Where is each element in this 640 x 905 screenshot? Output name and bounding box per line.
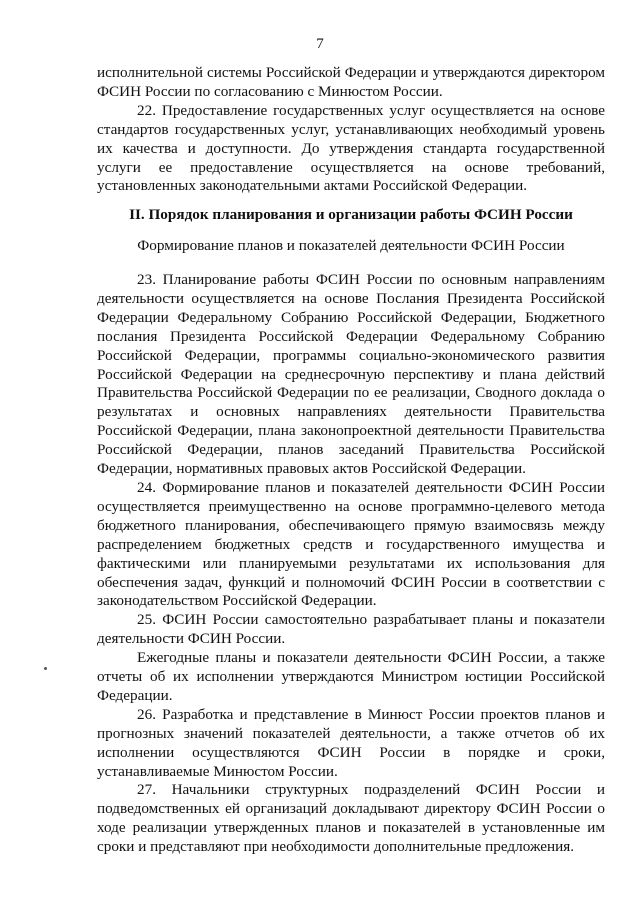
top-text-block [97,64,605,196]
paragraph-23: 23. Планирование работы ФСИН России по основным направлениям деятельности осуществляется на основе Послания Президента Российской Федерации Федеральному Собранию Российской Федерации, Бюджетного послания Президента Российской Федерации Федеральному Собранию Российской Федерации, программы социально-экономического развития Российской Федерации на среднесрочную перспективу и плана действий Правительства Российской Федерации по ее реализации, Сводного доклада о результатах и основных направлениях деятельности Правительства Российской Федерации, плана законопроектной деятельности Правительства Российской Федерации, планов заседаний Правительства Российской Федерации, нормативных правовых актов Российской Федерации. [97,271,605,478]
section-subheading: Формирование планов и показателей деятельности ФСИН России [137,237,565,254]
paragraph-27: 27. Начальники структурных подразделений ФСИН России и подведомственных ей организаций докладывают директору ФСИН России о ходе реализации утвержденных планов и показателей в установленные им сроки и представляют при необходимости дополнительные предложения. [97,781,605,856]
paragraph-25: 25. ФСИН России самостоятельно разрабатывает планы и показатели деятельности ФСИН России. [97,611,605,648]
continuation-paragraph: исполнительной системы Российской Федерации и утверждаются директором ФСИН России по согласованию с Минюстом России. [97,64,605,100]
margin-dot [44,667,47,670]
paragraph-25-annual: Ежегодные планы и показатели деятельности ФСИН России, а также отчеты об их исполнении утверждаются Министром юстиции Российской Федерации. [97,649,605,704]
section-heading: II. Порядок планирования и организации работы ФСИН России [129,206,573,223]
main-text-block [97,271,605,857]
paragraph-24: 24. Формирование планов и показателей деятельности ФСИН России осуществляется преимущественно на основе программно-целевого метода бюджетного планирования, обеспечивающего прямую взаимосвязь между распределением бюджетных средств и государственного имущества и фактическими или планируемыми результатами их использования для обеспечения задач, функций и полномочий ФСИН России в соответствии с законодательством Российской Федерации. [97,478,605,610]
paragraph-26: 26. Разработка и представление в Минюст России проектов планов и прогнозных значений показателей деятельности, а также отчетов об их исполнении осуществляются ФСИН России в порядке и сроки, устанавливаемые Минюстом России. [97,705,605,780]
paragraph-22: 22. Предоставление государственных услуг осуществляется на основе стандартов государственных услуг, устанавливающих необходимый уровень их качества и доступности. До утверждения стандарта государственной услуги ее предоставление осуществляется на основе требований, установленных законодательными актами Российской Федерации. [97,101,605,195]
page-number: 7 [316,36,324,52]
